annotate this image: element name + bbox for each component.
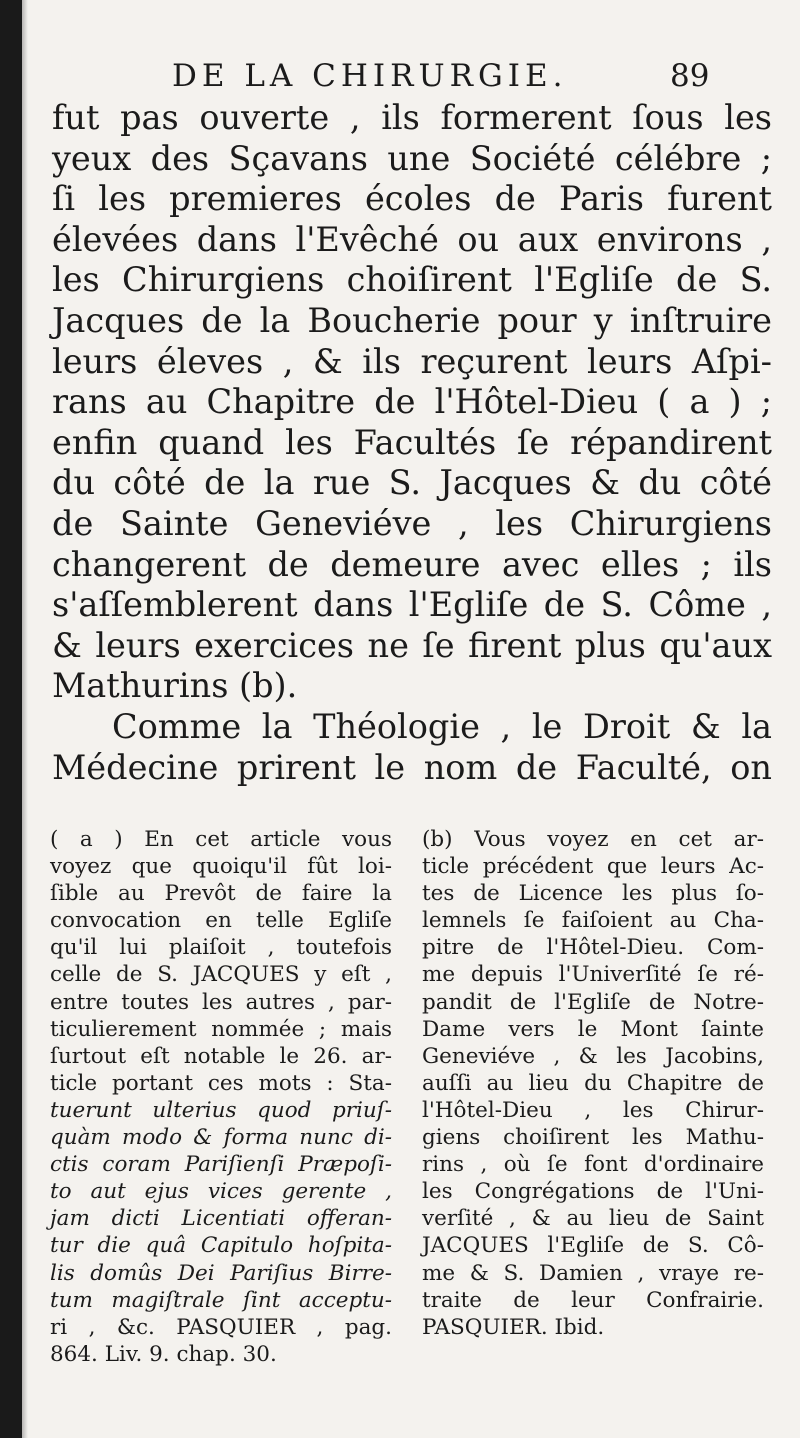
footnote-line: ( a ) En cet article vous: [50, 827, 392, 852]
footnote-line: ticle précédent que leurs Ac-: [422, 854, 764, 880]
footnote-line: ticle portant ces mots : Sta-: [50, 1070, 392, 1096]
footnote-line: ſurtout eſt notable le 26. ar-: [50, 1043, 392, 1069]
text-line: yeux des Sçavans une Société célébre ;: [52, 138, 772, 178]
main-text-block: [52, 98, 772, 788]
footnote-line: lis domûs Dei Pariſius Birre-: [50, 1260, 392, 1286]
text-line: Comme la Théologie , le Droit & la: [112, 706, 772, 746]
text-line: enfin quand les Facultés ſe répandirent: [52, 422, 772, 462]
footnote-line: les Congrégations de l'Uni-: [422, 1179, 764, 1205]
text-line: les Chirurgiens choiſirent l'Egliſe de S.: [52, 260, 772, 300]
text-line: Jacques de la Boucherie pour y inſtruire: [52, 300, 772, 340]
footnote-line: auſſi au lieu du Chapitre de: [422, 1070, 764, 1096]
footnote-line: quàm modo & forma nunc di-: [50, 1125, 392, 1151]
footnote-line: entre toutes les autres , par-: [50, 989, 392, 1015]
footnote-line: 864. Liv. 9. chap. 30.: [50, 1341, 277, 1367]
footnote-line: Geneviéve , & les Jacobins,: [422, 1043, 764, 1069]
footnote-b: [422, 826, 764, 1341]
footnote-line: me depuis l'Univerſité ſe ré-: [422, 962, 764, 988]
footnote-line: l'Hôtel-Dieu , les Chirur-: [422, 1097, 764, 1123]
footnotes: [50, 826, 780, 1386]
footnote-line: ſible au Prevôt de faire la: [50, 881, 392, 907]
footnote-line: tes de Licence les plus ſo-: [422, 881, 764, 907]
footnote-line: pandit de l'Egliſe de Notre-: [422, 989, 764, 1015]
text-line: rans au Chapitre de l'Hôtel-Dieu ( a ) ;: [52, 382, 772, 422]
text-line: changerent de demeure avec elles ; ils: [52, 544, 772, 584]
text-line: fut pas ouverte , ils formerent ſous les: [52, 98, 772, 137]
footnote-line: qu'il lui plaiſoit , toutefois: [50, 935, 392, 961]
text-line: Médecine prirent le nom de Faculté, on: [52, 747, 772, 787]
text-line: leurs éleves , & ils reçurent leurs Aſpi-: [52, 341, 772, 381]
text-line: du côté de la rue S. Jacques & du côté: [52, 463, 772, 503]
footnote-line: PASQUIER. Ibid.: [422, 1314, 605, 1340]
footnote-line: celle de S. JACQUES y eſt ,: [50, 962, 392, 988]
text-line: Mathurins (b).: [52, 666, 298, 706]
footnote-line: verſité , & au lieu de Saint: [422, 1206, 764, 1232]
text-line: ſi les premieres écoles de Paris furent: [52, 179, 772, 219]
footnote-line: giens choiſirent les Mathu-: [422, 1125, 764, 1151]
footnote-line: ctis coram Pariſienſi Præpoſi-: [50, 1152, 392, 1178]
footnote-line: rins , où ſe font d'ordinaire: [422, 1152, 764, 1178]
footnote-line: ri , &c. PASQUIER , pag.: [50, 1314, 392, 1340]
footnote-line: ticulierement nommée ; mais: [50, 1016, 392, 1042]
page-number: 89: [670, 58, 710, 94]
footnote-line: convocation en telle Egliſe: [50, 908, 392, 934]
book-page: [22, 0, 800, 1438]
footnote-line: JACQUES l'Egliſe de S. Cô-: [422, 1233, 764, 1259]
footnote-line: traite de leur Confrairie.: [422, 1287, 764, 1313]
text-line: s'aſſemblerent dans l'Egliſe de S. Côme ,: [52, 585, 772, 625]
footnote-line: tur die quâ Capitulo hoſpita-: [50, 1233, 392, 1259]
footnote-line: voyez que quoiqu'il fût loi-: [50, 854, 392, 880]
footnote-line: jam dicti Licentiati offeran-: [50, 1206, 392, 1232]
text-line: de Sainte Geneviéve , les Chirurgiens: [52, 503, 772, 543]
footnote-line: tuerunt ulterius quod priuſ-: [50, 1097, 392, 1123]
running-title: DE LA CHIRURGIE.: [172, 58, 568, 94]
footnote-a: [50, 826, 392, 1368]
footnote-line: Dame vers le Mont ſainte: [422, 1016, 764, 1042]
footnote-line: to aut ejus vices gerente ,: [50, 1179, 392, 1205]
footnote-line: (b) Vous voyez en cet ar-: [422, 827, 764, 852]
footnote-line: tum magiſtrale ſint acceptu-: [50, 1287, 392, 1313]
text-line: & leurs exercices ne ſe firent plus qu'aux: [52, 625, 772, 665]
footnote-line: pitre de l'Hôtel-Dieu. Com-: [422, 935, 764, 961]
footnote-line: lemnels ſe faiſoient au Cha-: [422, 908, 764, 934]
footnote-line: me & S. Damien , vraye re-: [422, 1260, 764, 1286]
text-line: élevées dans l'Evêché ou aux environs ,: [52, 219, 772, 259]
